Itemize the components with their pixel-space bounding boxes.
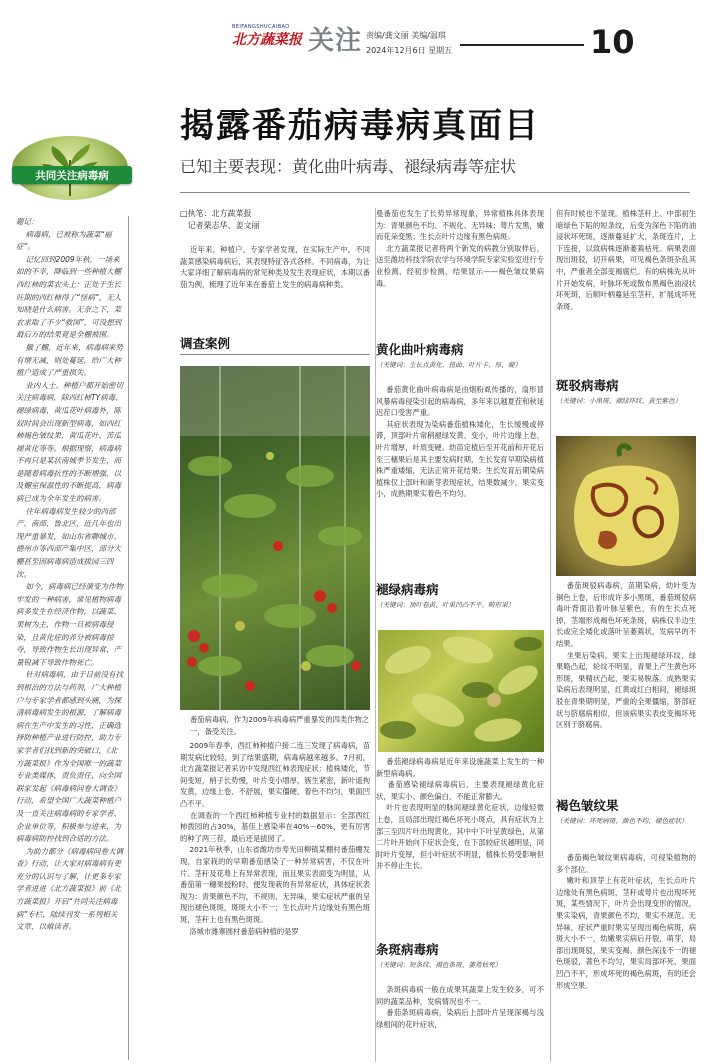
masthead: [232, 24, 308, 56]
mottle-text: 番茄斑驳病毒病，苗期染病，幼叶变为铜色上卷，后形成许多小黑斑，番茄斑驳病毒叶背面沿着叶脉呈紫色，有的生长点死掉，茎端形成褐色坏死条斑，病株仅半边生长或完全矮化或落叶呈萎蔫状，发病早的不结果。 坐果后染病，果实上出现褪绿环纹，绿果略凸起，轮纹不明显，青果上产生黄色环形斑，果精状凸起，果实易脱落。成熟果实染病后表现明显，红黄或红白相间，褪绿斑驳在青果期明显，严重的全果僵缩，脐部症状与脐腐病相似，但该病果实表皮变褐坏死区别于脐腐病。: [556, 581, 696, 730]
streak-text: 条斑病毒病一般在成果其蔬菜上发生较多，可不同的蔬菜品种，发病情况也不一。 番茄条斑病毒病，染病后上部叶片呈现深褐与浅绿相间的花叶症状，: [376, 985, 544, 1029]
intro-text: 近年来，种植户、专家学者发现，在实际生产中，不同蔬菜感染病毒病后，其表现特征各式各样。不同病毒，为让大家详细了解病毒病的常见种类及发生表现症状，本期以番茄为例，梳理了近年来在番茄上发生的病毒病种类。: [180, 245, 370, 289]
col3-rule: [550, 208, 551, 1062]
article-subtitle: 已知主要表现：黄化曲叶病毒、褪绿病毒等症状: [180, 157, 517, 176]
section-label: 关注: [308, 26, 363, 56]
streak-keywords: （关键词：短条纹、褐色条斑、萎蔫枯死）: [376, 961, 502, 969]
mottle-heading: 斑驳病毒病: [556, 378, 619, 393]
header-rule: [460, 44, 584, 46]
chlorosis-leaf-photo: [378, 630, 544, 752]
case-heading: 调查案例: [180, 336, 231, 351]
mottled-pepper-photo: [556, 436, 696, 576]
case-text: 2009年春季，西红柿种植户接二连三发现了病毒病，苗期发病比较轻，到了结果盛期，病毒病越来越多。7月初，北方蔬菜报记者采访中发现西红柿表现症状：植株矮化，节间变短，梢子长势慢，叶片变小增厚，簇生紧密，新叶遥拘发黄，边缘上卷、不舒展，果实僵硬、着色不均匀，果面凹凸不平。 在调查的一个西红柿种植专业村的数据显示：全部西红柿拨园的占30%，基佳上感染率在40%－60%，更有厉害的种了两三茬，最后还是拔园了。 2021年秋季，山东省潍坊市寿光田柳镇某棚村番茄棚发现，自家栽的的早期番茄感染了一种异常病害，不仅在叶片、茎秆及花萼上有异常表现，而且果实表面变为明显，从番茄第一穗果授粉时，便发现栽的有异常症状，具体症状表现为：青果颜色不均，不规则，无异味，果实症状严重的呈现出褪色斑斑，斑斑大小不一；生长点叶片边缘处有黑色斑斑，茎秆上也有黑色斑斑。 洛城市潍寨圆村番茄病种植的是罗: [180, 741, 370, 936]
chlorosis-keywords: （关键词：顶叶卷黄、叶果凹凸不平、畸形果）: [376, 601, 515, 609]
tomato-photo-caption: 番茄病毒病，作为2009年病毒病严重暴发的四类作物之一，备受关注。: [190, 715, 370, 736]
masthead-name: 北方蔬菜报: [232, 32, 302, 48]
pepper-fruit-icon: [556, 436, 696, 576]
badge-text: 共同关注病毒病: [35, 169, 109, 182]
yellow-leaf-curl-text: 番茄黄化曲叶病毒病是由烟粉虱传播的，扇形冒风暴病毒侵染引起的病毒病，多年来以越夏茬和秋延迟茬口受害严重。 其症状表现为染病番茄植株矮化，生长缓慢或停滞，顶部叶片常稍褪绿发黄、变小，叶片边缘上卷，叶片增厚，叶质变硬。幼苗定植后至开花前和开花后至三穗果后是其主要发病时期，生长发育早期染病植株严重矮缩，无法正常开花结果；生长发育后期染病植株仅上部叶和新芽表现症状，结果数减少，果实变小，成熟期果实着色不均匀。: [376, 385, 544, 499]
chlorosis-heading: 褪绿病毒病: [376, 582, 439, 597]
sidebar-rule: [128, 216, 129, 1060]
chlorosis-text: 番茄褪绿病毒病是近年来设施蔬菜上发生的一种新型病毒病。 番茄感染褪绿病毒病后，主要表现褪绿黄化症状，果实小、颜色偏白、不能正常膨大。 叶片也表现明显的脉间褪绿黄化症状，边缘轻微上卷，且局部出现红褐色坏死小斑点，具有症状为上部三至四片叶出现黄化，其中中下叶呈黄绿色，从第二片叶开始向下症状会变，在下部较症状越明显，同时叶片变厚，但小叶症状不明显，植株长势受影响但并不停止生长。: [376, 757, 544, 871]
title-rule: [180, 192, 690, 193]
sidebar-text: 题记： 病毒病，已被称为蔬菜“癌症”。 记忆回到2009年秋，一场来如的不幸，降临到一些种植大棚西红柿的菜农头上：正处于生长旺期的西红柿得了“怪病”，无人知晓是什么病害。无奈之下，菜农求取了不少“救国”，可没想到最后万的结果竟是全棚被围。 撤了棚，近年来，病毒病来势有增无减，则处蔓延，给广大种植户造成了严重损失。 业内人士、种植户都开始密切关注病毒病，除西红柿TY病毒、褪绿病毒、黄瓜花叶病毒外，陈奴时间会出现新型病毒，如西红柿褐色皱纹果、黄瓜花叶、苦瓜褪黄化等等。根据现察，病毒病不再只是某状南城季节发生，而是随着病毒抗性的不断增强，以及棚室保温性的不断提高，病毒病已成为全年发生的病害。 往年病毒病发生较少的西部产、南部、鲁北区，近几年也出现严重暴发，如山东省聊城市、德州市等西部产集中区，部分大棚甚至因病毒病造成拔园三四次。 如今，病毒病已经演变为作物牢发的一种病害，常见植物病毒病多发生在经济作物，以蔬菜、果树为主，作物一旦被病毒侵染，且黄化症的养分被病毒掠夺，导致作物生长出现异常，产量锐减下导致作物死亡。 针对病毒病，由于目前没有找到根治的方法与药剂，广大种植户与专家学者都感到头痛，为探清病毒病发生的根源，了解病毒病在生产中发生的习性，正确选择防种植产业进行防控，助力专家学者们找到新的突破口，《北方蔬菜报》作为全国唯一的蔬菜专业类媒体，责负责任，向全国联家发起《病毒病问卷大调查》行动，希望全国广大蔬菜种植户及一直关注病毒病的专家学者、企业单位等，积极参与进来，为病毒病防控找到合适的方法。 为助力都分《病毒病问卷大调查》行动，让大家对病毒病有更充分的认识与了解，让更多专家学者进进《北方蔬菜报》前《北方蔬菜报》开启“共同关注病毒病”专栏，陆续刊发一系列相关文章，以飨读者。: [16, 217, 124, 932]
brown-rugose-heading: 褐色皱纹果: [556, 798, 619, 813]
tomato-plant-photo: [180, 366, 370, 710]
streak-heading: 条斑病毒病: [376, 942, 439, 957]
masthead-pinyin: BEIFANGSHUCAIBAO: [232, 24, 290, 30]
brown-rugose-keywords: （关键词：坏死病斑、颜色不均、褪色症状）: [556, 817, 688, 825]
brown-rugose-text: 番茄褐色皱纹果病毒病，可侵染植物的多个部位。 嫩叶和顶芽上有花叶症状，生长点叶片边缘处有黑色病斑，茎秆或萼片也出现坏死斑，某些情况下，叶片会出现变形的情况，果实染病，青果颜色不均，果实不规范、无异味，症状严重时果实呈现出褐色病斑，病斑大小不一，幼嫩果实病后开裂，萌芽，局部出现斑驳，果实变褐、颜色深浅不一的褪色斑驳，著色不均匀，果实局部坏死，果面凹凸不平，形成坏死的褐色病斑，有的还会形成空果。: [556, 853, 696, 990]
col3-lead: 但有时候也不显现。植株茎秆上、中部初生暗绿色下陷的短条纹，后变为深色下陷的油浸状坏死斑，逐渐蔓延扩大，条斑连片，上下连接，以致病株逐渐萎蔫枯死。病果表面现出斑驳，切开病果，可见褐色条斑杂乱其中，严重者全部变褐腐烂。有的病株先从叶片开始发病，叶脉坏死或散布黑褐色油浸状坏死斑，后顺叶柄蔓延至茎秆，扩展成坏死条斑。: [556, 209, 696, 311]
yellowing-leaves-icon: [378, 630, 544, 752]
byline: □执笔：北方蔬菜报 记者栗志华、姜文丽: [180, 209, 260, 230]
yellow-leaf-curl-heading: 黄化曲叶病毒病: [376, 342, 464, 357]
article-title: 揭露番茄病毒病真面目: [180, 106, 540, 146]
badge-label: [12, 166, 132, 184]
yellow-leaf-curl-keywords: （关键词：生长点黄化、扭曲、叶片卡、厚、硬）: [376, 361, 522, 369]
mottle-keywords: （关键词：小黑斑、褪绿环纹、黄至紫色）: [556, 397, 682, 405]
tomato-plants-icon: [180, 366, 370, 710]
editors: 责编/龚文丽 美编/温琪: [366, 31, 446, 40]
page-number: 10: [590, 23, 635, 61]
issue-date: 2024年12月6日 星期五: [366, 46, 453, 55]
case-heading-rule: [180, 354, 370, 355]
col2-lead: 曼番茄也发生了长势异常现象，异常植株具体表现为：青果颜色不均、不规化、无异味；萼片发黑，嫩而花朵变黑；生长点叶片边缘有黑色病斑。 北方蔬菜报记者将两个新发的病教分别取样后，送至潍坊科技学院农学与环境学院专家实验室进行专业检测，经初步检测，结果显示——褐色皱纹果病毒。: [376, 209, 544, 288]
